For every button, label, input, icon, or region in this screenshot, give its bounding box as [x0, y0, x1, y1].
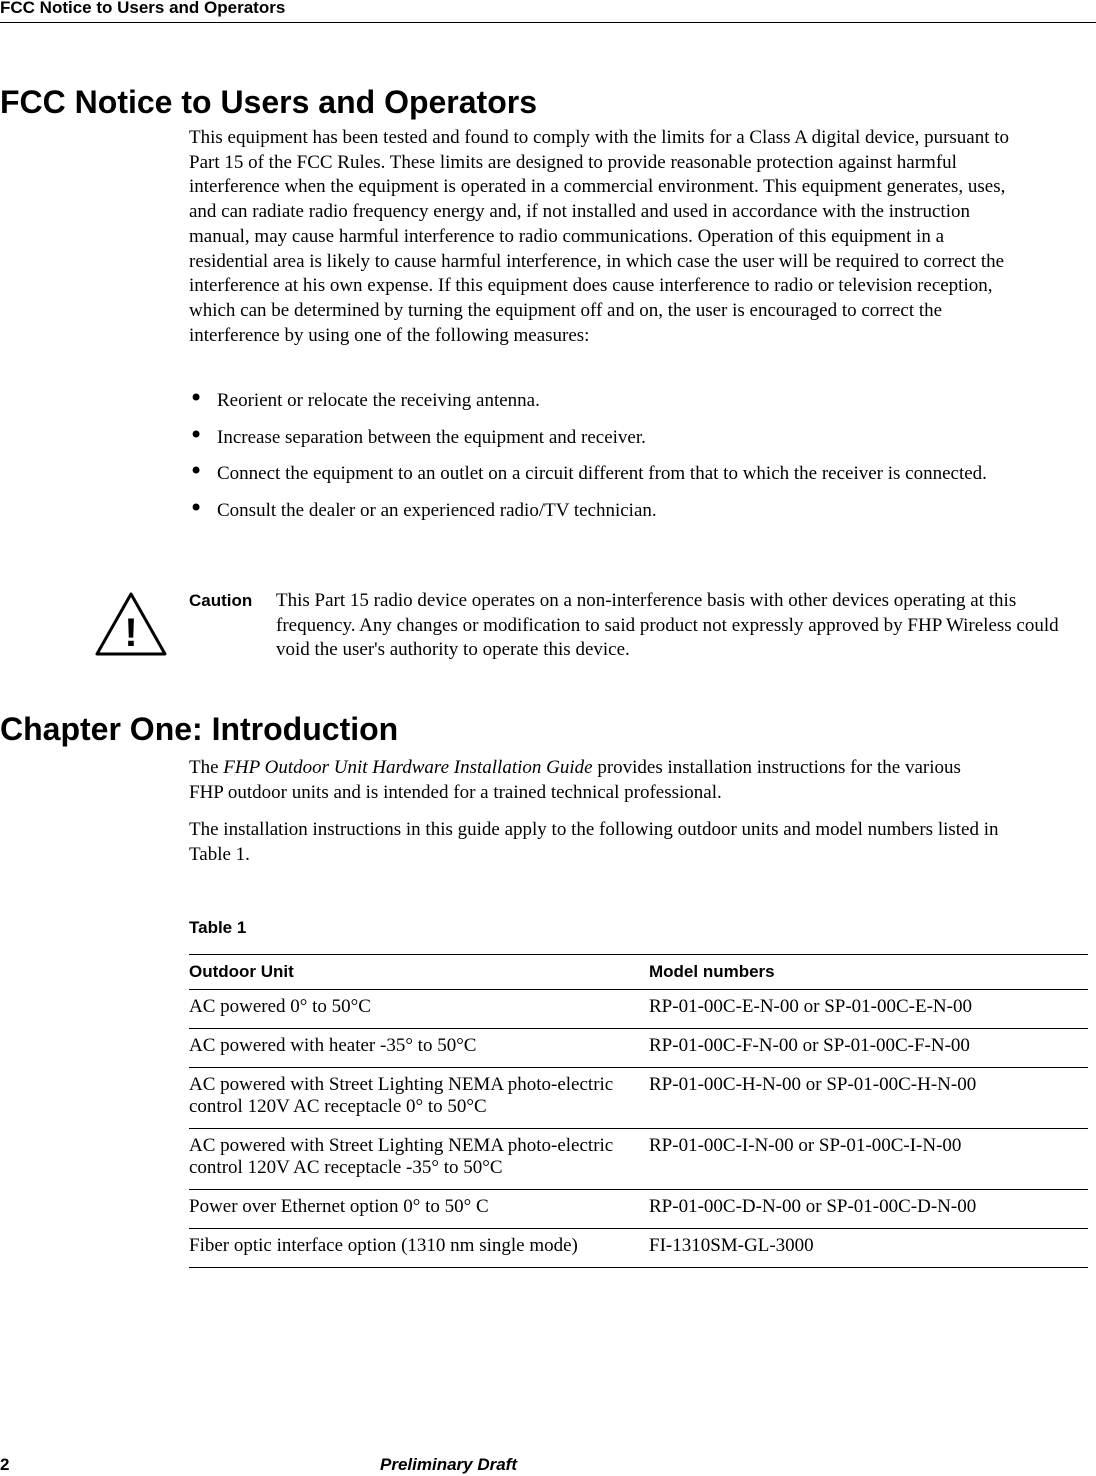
- table-cell-unit: AC powered with Street Lighting NEMA photo-electric control 120V AC receptacle -35° to 50°C: [189, 1129, 649, 1190]
- table-cell-model: RP-01-00C-D-N-00 or SP-01-00C-D-N-00: [649, 1190, 1088, 1229]
- draft-label: Preliminary Draft: [380, 1455, 517, 1474]
- intro-paragraph-2: The installation instructions in this guide apply to the following outdoor units and model numbers listed in Table 1.: [189, 819, 999, 865]
- intro-suffix: provides installation instructions for the various FHP outdoor units and is intended for a trained technical professional.: [189, 757, 961, 803]
- caution-label: Caution: [189, 591, 253, 610]
- warning-triangle-svg: [94, 591, 168, 657]
- fcc-notice-paragraph: This equipment has been tested and found to comply with the limits for a Class A digital device, pursuant to Part 15 of the FCC Rules. These limits are designed to provide reasonable protection against harmful interference when the equipment is operated in a commercial environment. This equipment generates, uses, and can radiate radio frequency energy and, if not installed and used in accordance with the instruction manual, may cause harmful interference to radio communications. Operation of this equipment in a residential area is likely to cause harmful interference, in which case the user will be required to correct the interference at his own expense. If this equipment does cause interference to radio or television reception, which can be determined by turning the equipment off and on, the user is encouraged to correct the interference by using one of the following measures:: [189, 127, 1010, 346]
- measures-list: [189, 384, 1019, 536]
- intro-prefix: The: [189, 757, 224, 778]
- list-item: [189, 494, 1019, 524]
- table-row: [189, 1129, 1088, 1190]
- intro-paragraph-1: [189, 756, 989, 805]
- running-header: [0, 0, 1096, 23]
- table-row: [189, 990, 1088, 1029]
- table-row: [189, 1029, 1088, 1068]
- caution-text: This Part 15 radio device operates on a non-interference basis with other devices operating at this frequency. Any changes or modification to said product not expressly approved by FHP Wireless could void the user's authority to operate this device.: [276, 590, 1059, 661]
- list-item-text: Consult the dealer or an experienced radio/TV technician.: [217, 500, 657, 522]
- list-item-text: Increase separation between the equipment and receiver.: [217, 426, 646, 448]
- table-cell-model: RP-01-00C-F-N-00 or SP-01-00C-F-N-00: [649, 1029, 1088, 1068]
- table-cell-unit: Fiber optic interface option (1310 nm single mode): [189, 1229, 649, 1268]
- bullet-icon: •: [189, 384, 204, 412]
- table-cell-model: RP-01-00C-E-N-00 or SP-01-00C-E-N-00: [649, 990, 1088, 1029]
- table-cell-unit: AC powered 0° to 50°C: [189, 990, 649, 1029]
- running-header-title: FCC Notice to Users and Operators: [0, 0, 286, 17]
- page-number: 2: [0, 1455, 10, 1474]
- section-title-fcc: FCC Notice to Users and Operators: [0, 84, 537, 120]
- warning-exclamation: !: [124, 611, 138, 655]
- table-cell-model: RP-01-00C-I-N-00 or SP-01-00C-I-N-00: [649, 1129, 1088, 1190]
- table-row: [189, 1229, 1088, 1268]
- list-item-text: Reorient or relocate the receiving antenna.: [217, 390, 540, 411]
- table-cell-unit: AC powered with Street Lighting NEMA photo-electric control 120V AC receptacle 0° to 50°C: [189, 1068, 649, 1129]
- warning-triangle-icon: [94, 591, 168, 662]
- bullet-icon: •: [189, 457, 204, 486]
- column-header-model-numbers: Model numbers: [649, 955, 1088, 990]
- table-cell-model: FI-1310SM-GL-3000: [649, 1229, 1088, 1268]
- bullet-icon: •: [189, 420, 204, 449]
- guide-title: FHP Outdoor Unit Hardware Installation Guide: [223, 757, 593, 778]
- list-item-text: Connect the equipment to an outlet on a circuit different from that to which the receiver is connected.: [217, 463, 987, 485]
- chapter-title: Chapter One: Introduction: [0, 711, 399, 747]
- table-cell-model: RP-01-00C-H-N-00 or SP-01-00C-H-N-00: [649, 1068, 1088, 1129]
- table-row: [189, 1190, 1088, 1229]
- list-item: [189, 457, 1019, 487]
- table-header-row: [189, 955, 1088, 990]
- table-cell-unit: Power over Ethernet option 0° to 50° C: [189, 1190, 649, 1229]
- list-item: [189, 420, 1019, 451]
- list-item: [189, 384, 1019, 414]
- models-table: [189, 954, 1088, 1268]
- table-row: [189, 1068, 1088, 1129]
- bullet-icon: •: [189, 494, 204, 523]
- column-header-outdoor-unit: Outdoor Unit: [189, 955, 649, 990]
- table-cell-unit: AC powered with heater -35° to 50°C: [189, 1029, 649, 1068]
- table-caption: Table 1: [189, 918, 247, 937]
